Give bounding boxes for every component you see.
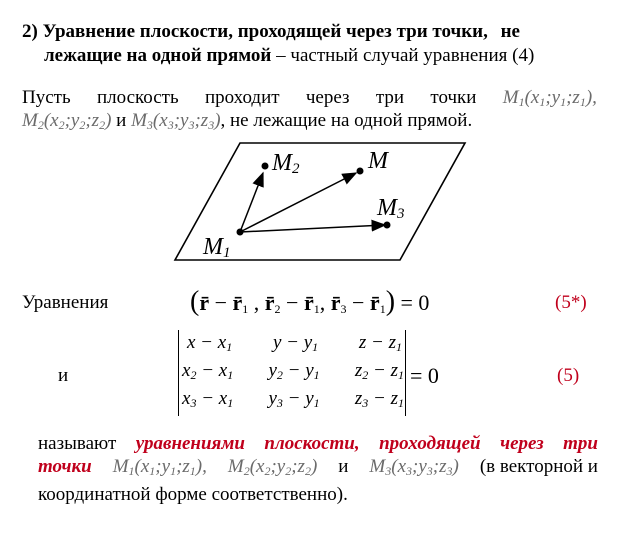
heading-tail: – частный случай уравнения (4) <box>271 45 535 66</box>
section-heading <box>22 20 520 44</box>
point-m3-coords: $M_3(x_3;y_3;z_3)$ <box>131 110 221 132</box>
vector-m1-m <box>240 173 356 232</box>
intro-w2: плоскость <box>96 87 179 108</box>
bottom-line2: точки $M_1(x_1;y_1;z_1)$, $M_2(x_2;y_2;z_2)$ и $M_3(x_3;y_3;z_3)$ (в векторной и <box>38 456 598 478</box>
intro-w5: три <box>375 87 405 108</box>
heading-number: 2) <box>22 21 38 42</box>
diagram-label-m2: $M_2$ <box>272 150 300 177</box>
intro-tail: , не лежащие на одной прямой. <box>220 110 473 131</box>
intro-and: и <box>116 110 127 131</box>
eq5-rhs: = 0 <box>410 363 439 388</box>
vector-m1-m3 <box>240 225 385 232</box>
diagram-label-m1: $M_1$ <box>203 234 231 261</box>
bottom-paragraph <box>38 432 598 506</box>
diagram-label-m3: $M_3$ <box>377 195 405 222</box>
intro-w3: проходит <box>204 87 280 108</box>
bottom-line3: координатной форме соответственно). <box>38 484 348 505</box>
eq5star-number: (5*) <box>555 292 587 313</box>
point-m2-dot <box>262 163 269 170</box>
eq5-label: и <box>58 365 69 386</box>
bottom-line1: называют уравнениями плоскости, проходящей через три <box>38 433 598 454</box>
heading-bold-2: лежащие на одной прямой <box>44 45 272 66</box>
intro-w4: через <box>305 87 350 108</box>
determinant: $x - x_1$ $y - y_1$ $z - z_1$ $x_2 - x_1$ $y_2 - y_1$ $z_2 - z_1$ $x_3 - x_1$ $y_3 - y_1$ $z_3 - z_1$ <box>178 330 406 416</box>
eq5-number: (5) <box>557 365 580 386</box>
point-m-dot <box>357 168 364 175</box>
heading-bold-1: Уравнение плоскости, проходящей через три точки, <box>42 21 488 42</box>
eq5star-label: Уравнения <box>22 292 109 313</box>
intro-line2 <box>22 109 602 137</box>
point-m2-coords: $M_2(x_2;y_2;z_2)$ <box>22 110 112 132</box>
intro-w6: точки <box>430 87 477 108</box>
point-m1-dot <box>237 229 244 236</box>
diagram-label-m: M <box>368 148 388 174</box>
eq5star-formula: (r̄ − $r̄_1$ , $r̄_2$ − $r̄_1$, $r̄_3$ − $r̄_1) = 0$ <box>190 286 430 317</box>
eq5star-rhs: = 0 <box>400 290 430 315</box>
intro-w1: Пусть <box>22 87 71 108</box>
section-heading-line2 <box>44 44 534 68</box>
vector-m1-m2 <box>240 173 263 232</box>
heading-bold-ne: не <box>500 21 520 42</box>
point-m1-coords: $M_1(x_1;y_1;z_1)$, <box>502 87 597 109</box>
